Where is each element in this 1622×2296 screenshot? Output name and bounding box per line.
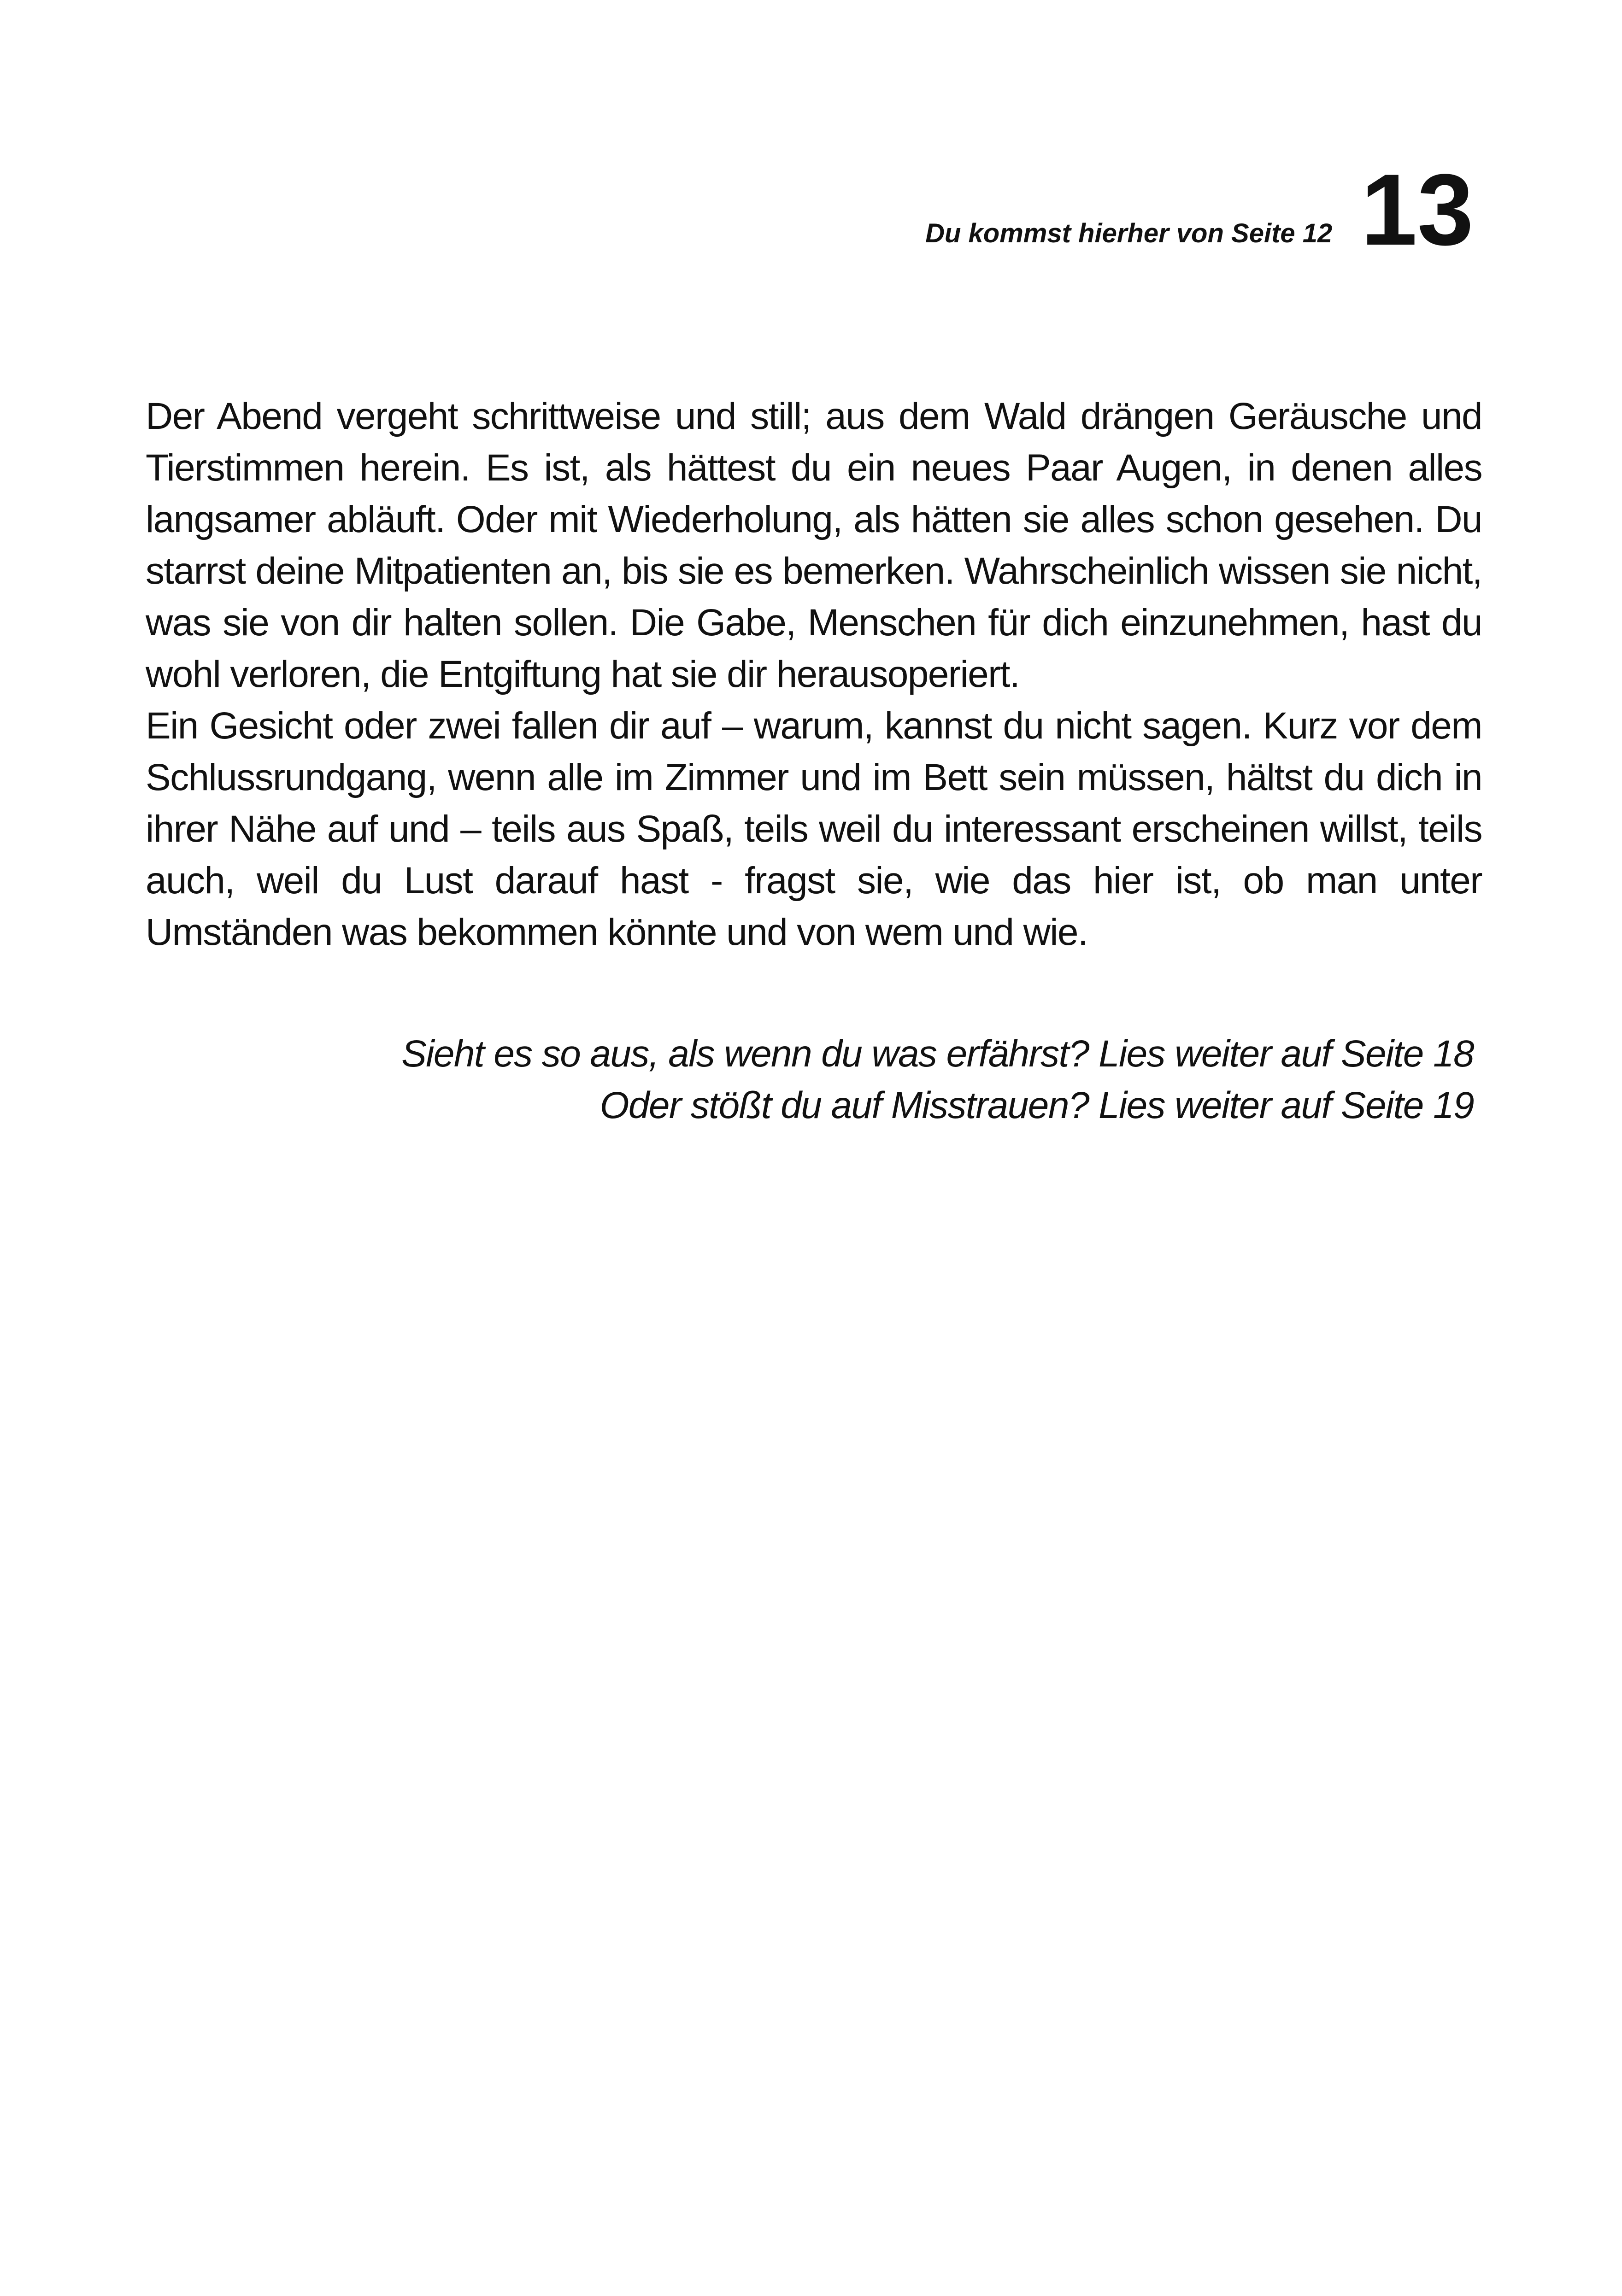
choice-page-19: Oder stößt du auf Misstrauen? Lies weiter auf Seite 19: [599, 1084, 1474, 1126]
page-number: 13: [1361, 153, 1474, 266]
story-text: [146, 391, 1482, 958]
paragraph: Ein Gesicht oder zwei fallen dir auf – warum, kannst du nicht sagen. Kurz vor dem Schlussrundgang, wenn alle im Zimmer und im Bett sein müssen, hältst du dich in ihrer Nähe auf und – teils aus Spaß, teils weil du interessant erscheinen willst, teils auch, weil du Lust darauf hast - fragst sie, wie das hier ist, ob man unter Umständen was bekommen könnte und von wem und wie.: [146, 705, 1482, 953]
coming-from-reference: Du kommst hierher von Seite 12: [925, 218, 1333, 248]
page-header: [925, 153, 1474, 266]
story-choices: [401, 1028, 1474, 1131]
paragraph: Der Abend vergeht schrittweise und still; aus dem Wald drängen Geräusche und Tierstimmen herein. Es ist, als hättest du ein neues Paar Augen, in denen alles langsamer abläuft. Oder mit Wiederholung, als hätten sie alles schon gesehen. Du starrst deine Mitpatienten an, bis sie es bemerken. Wahrscheinlich wissen sie nicht, was sie von dir halten sollen. Die Gabe, Menschen für dich einzunehmen, hast du wohl verloren, die Entgiftung hat sie dir herausoperiert.: [146, 395, 1482, 695]
choice-page-18: Sieht es so aus, als wenn du was erfährst? Lies weiter auf Seite 18: [401, 1033, 1474, 1075]
